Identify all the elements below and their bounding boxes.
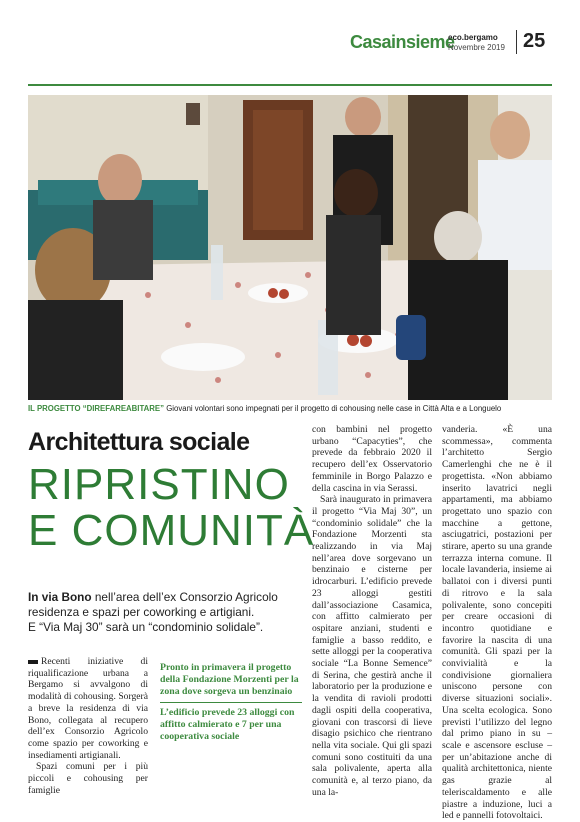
- summary-lead: In via Bono: [28, 590, 92, 604]
- publication-name: eco.bergamo: [448, 33, 498, 42]
- caption-label: IL PROGETTO “DIREFAREABITARE”: [28, 404, 165, 413]
- paragraph: [28, 656, 148, 761]
- callout-2: L’edificio prevede 23 alloggi con affitto calmierato e 7 per una cooperativa sociale: [160, 707, 295, 742]
- page-number: 25: [523, 30, 546, 52]
- section-title: [350, 32, 455, 53]
- paragraph: vanderia. «È una scommessa», commenta l’architetto Sergio Camerlenghi che ne è il progettista. «Non abbiamo inserito lavatrici negli appartamenti, ma abbiamo progettato uno spazio con macchine a gettone, asciugatrici, postazioni per stirare, aperto su una grande terrazza interna comune. Il locale lavanderia, insieme ai ballatoi con i diversi punti di ritrovo e la sala polivalente, sono concepiti per creare occasioni di incontro quotidiane e favorire la nascita di una comunità. Gli spazi per la convivialità e la condivisione giornaliera uniscono persone con diverse situazioni sociali». Una scelta ecologica. Sono previsti l’utilizzo del legno dal primo piano in su – scale e ascensore escluse – per un’abitazione anche di qualità architettonica, niente gas grazie al teleriscaldamento e alle piastre a induzione, luci a led e pannelli fotovoltaici.: [442, 424, 552, 822]
- summary-text: nell’area dell’ex Consorzio Agricolo residenza e spazi per coworking e artigiani.: [28, 590, 278, 619]
- photo-caption: [28, 404, 552, 413]
- article-column-1: [28, 656, 148, 796]
- paragraph: con bambini nel progetto urbano “Capacyties”, che prevede da febbraio 2020 il recupero dell’ex Osservatorio femminile in Borgo Palazzo e della cascina in via Serassi.: [312, 424, 432, 494]
- headline-line-1: RIPRISTINO: [28, 460, 290, 509]
- paragraph-bullet: [28, 660, 38, 664]
- section-title-part-insieme: insieme: [391, 32, 455, 52]
- paragraph: Sarà inaugurato in primavera il progetto “Via Maj 30”, un “condominio solidale” che la Fondazione Morzenti sta realizzando in via Maj nell’area dove sorgevano un benzinaio e cisterne per idrocarburi. L’edificio prevede 23 alloggi gestiti dall’associazione Casamica, con affitto calmierato per ospitare anziani, studenti e famiglie a basso reddito, e sette alloggi per la cooperativa sociale “La Bonne Semence” di Serina, che gestirà anche il laboratorio per la produzione e la vendita di ravioli prodotti dagli ospiti della cooperativa, giovani con trascorsi di lieve disagio psichico che rientrano nella vita sociale. Qui gli spazi comuni sono costituiti da una sala polivalente, aperta alla comunità e, al terzo piano, da una la-: [312, 494, 432, 798]
- photo-illustration: [28, 95, 552, 400]
- article-kicker: Architettura sociale: [28, 428, 250, 456]
- header-divider: [516, 30, 517, 54]
- callout-rule: [160, 702, 302, 703]
- article-summary: [28, 590, 300, 635]
- article-callout: [160, 662, 302, 743]
- paragraph-text: Recenti iniziative di riqualificazione urbana a Bergamo si avvalgono di modalità di cohousing. Sorgerà a breve la residenza di via Bono, collegata al recupero dell’ex Consorzio Agricolo come spazio per coworking e insediamenti artigianali.: [28, 656, 148, 761]
- publication-date: Novembre 2019: [448, 43, 505, 52]
- article-column-4: [442, 424, 552, 822]
- article-column-3: [312, 424, 432, 799]
- header-rule: [28, 84, 552, 86]
- article-photo: [28, 95, 552, 400]
- headline-line-2: E COMUNITÀ: [28, 506, 315, 555]
- callout-1: Pronto in primavera il progetto della Fondazione Morzenti per la zona dove sorgeva un benzinaio: [160, 662, 299, 697]
- caption-text: Giovani volontari sono impegnati per il progetto di cohousing nelle case in Città Alta e a Longuelo: [164, 404, 502, 413]
- paragraph: Spazi comuni per i più piccoli e cohousing per famiglie: [28, 761, 148, 796]
- summary-line-2: E “Via Maj 30” sarà un “condominio solidale”.: [28, 620, 264, 634]
- section-title-part-casa: Casa: [350, 32, 392, 52]
